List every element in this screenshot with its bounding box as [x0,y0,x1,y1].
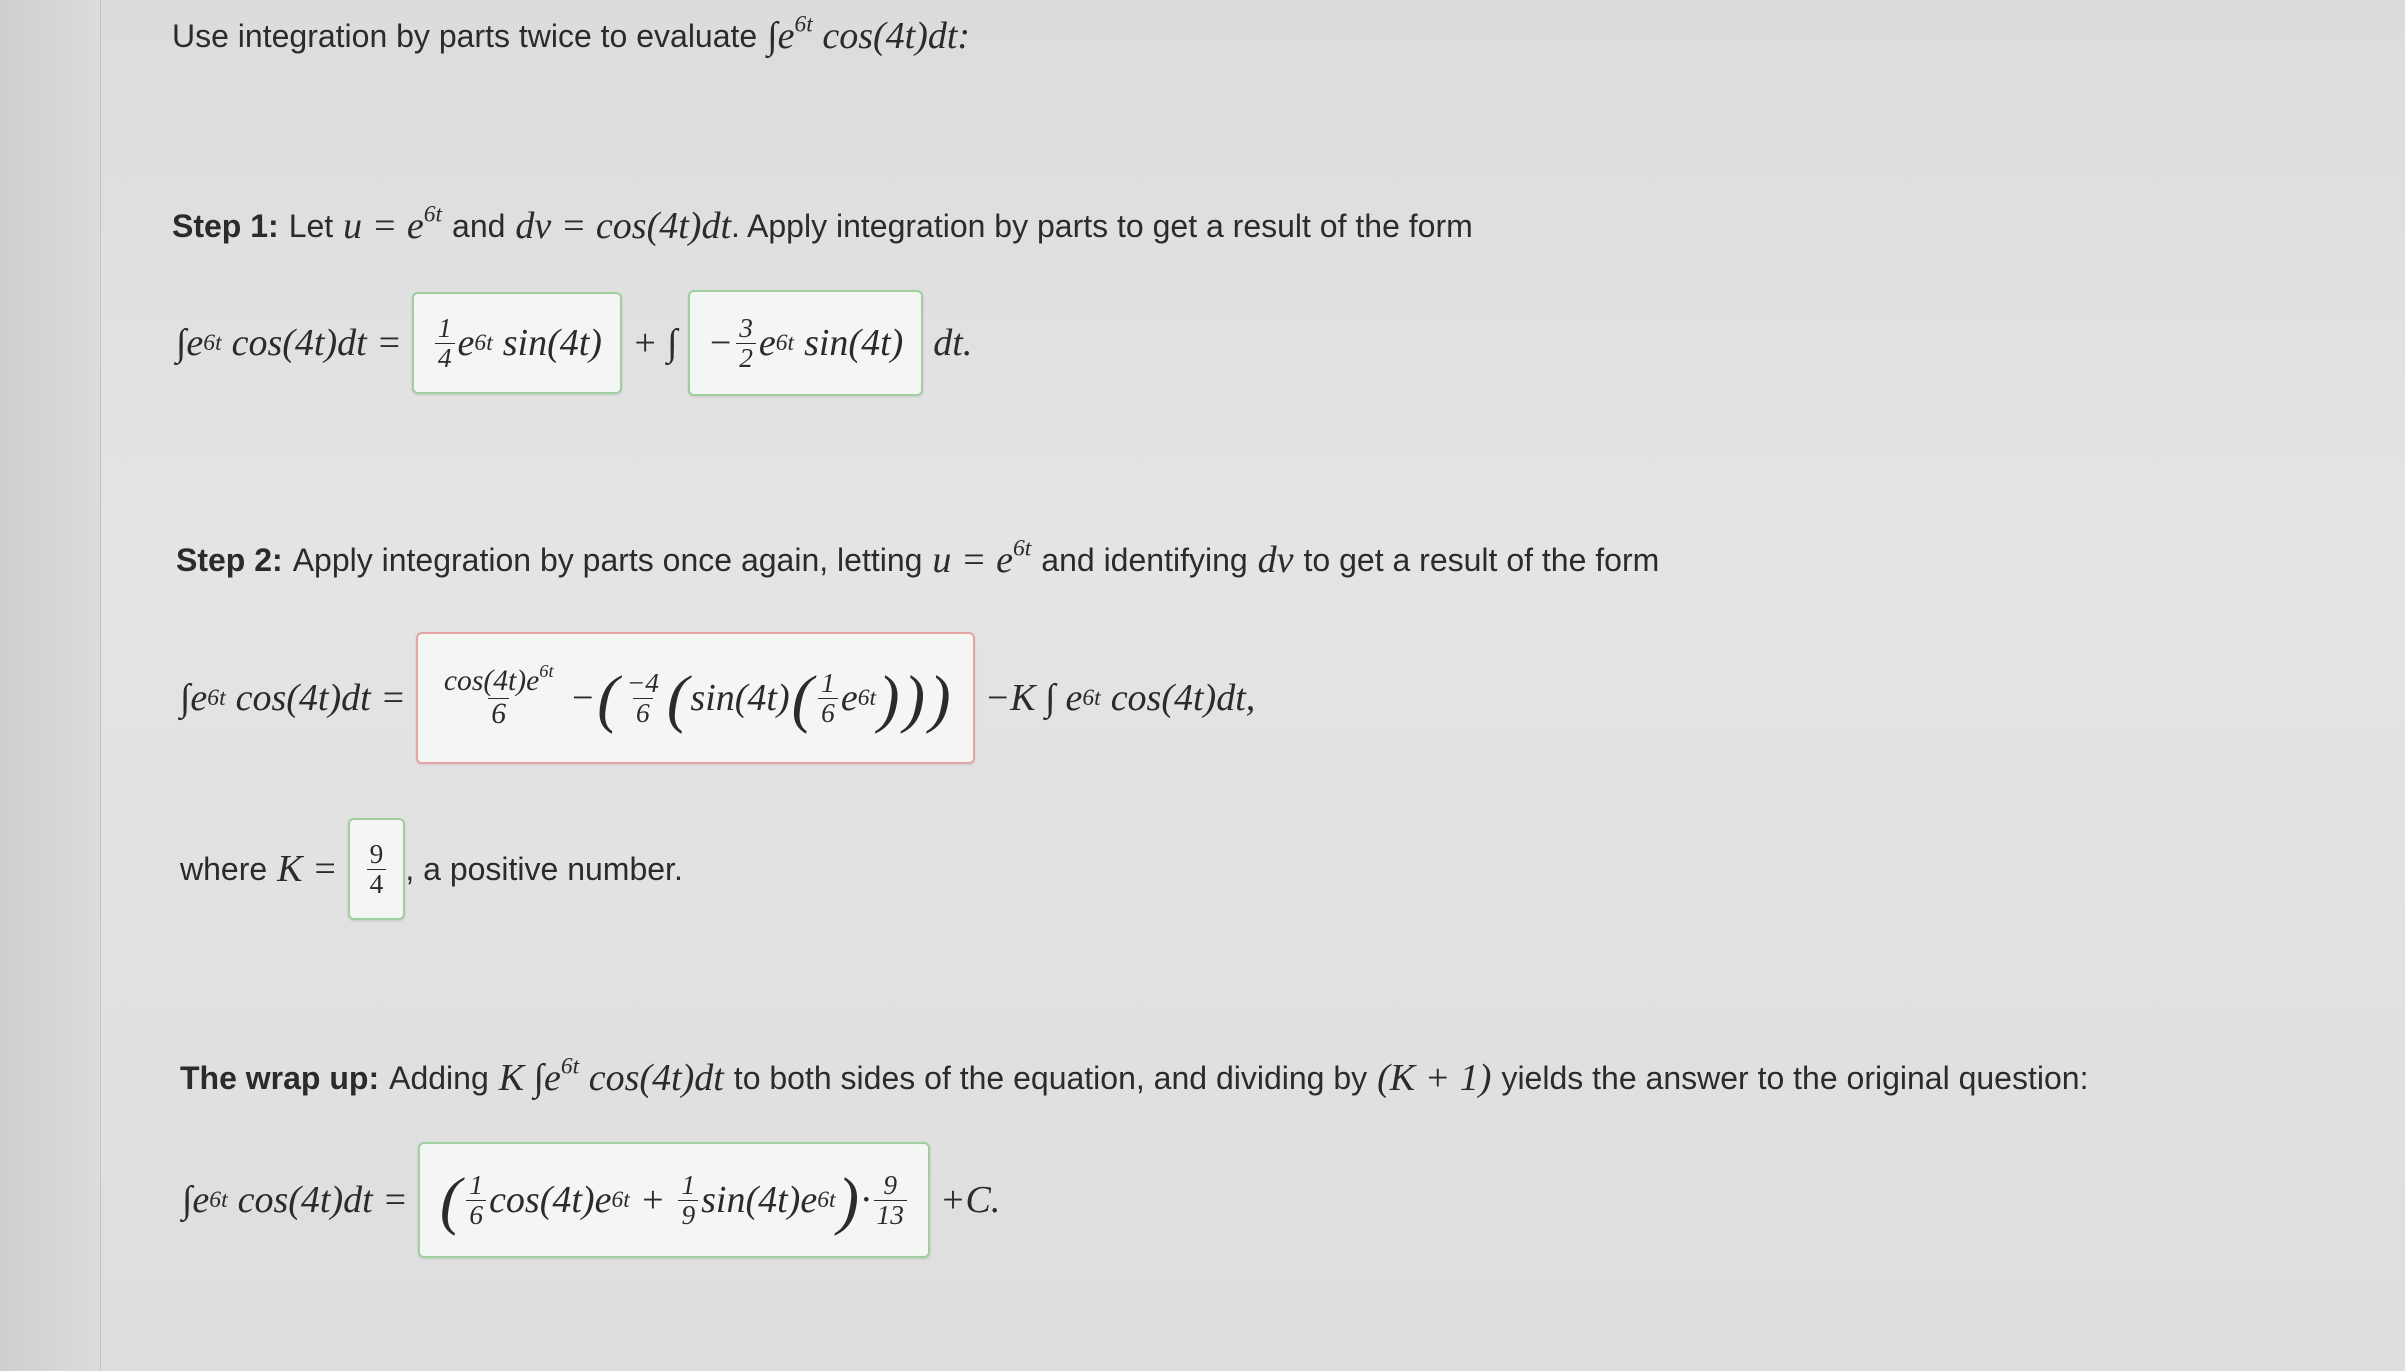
fraction-num: 9 [369,838,384,869]
question-integral [767,11,971,58]
exp-base: e [406,205,424,247]
sin-term: sin(4t) [690,677,790,719]
step2-answer-box[interactable]: $\frac{\cos(4t)e^{6t}}{6}$ − ( $\frac{-4}{6}$ ( sin(4t) ( $\frac{1}{6}$ e 6t ) ) ) [416,632,975,764]
wrap-equation: ∫ e 6t cos(4t)dt = ( $\frac{1}{6}$ cos(4t)e 6t + $\frac{1}{9}$ sin(4t)e 6t ) · $\frac{9}{13}$ +C. [182,1142,1000,1258]
left-scrollbar-region [0,0,101,1371]
box2-rest: sin(4t) [804,322,904,364]
fraction-den: 4 [435,343,455,373]
k-integral: K ∫ [498,1057,545,1099]
exp-base: e [777,15,795,57]
exp-power: 6t [560,1053,580,1080]
fraction [624,669,662,727]
exp-base: e [186,322,204,364]
step1-answer-box-2[interactable]: − $\frac{3}{2}$ e 6t sin(4t) [688,290,924,396]
fraction [441,661,557,730]
fraction-den: 2 [736,343,756,373]
wrap-k1: (K + 1) [1377,1057,1492,1099]
fraction-num: 3 [739,312,753,343]
wrap-text-c: yields the answer to the original question: [1501,1059,2089,1096]
step1-and: and [452,207,506,244]
exp-power: 6t [423,201,443,228]
wrap-k-int [498,1053,724,1100]
fraction-den: 13 [874,1200,907,1230]
k-answer-box[interactable] [348,818,406,920]
integral-sign: ∫ [180,677,191,719]
k-line [180,818,683,920]
step2-equation: ∫ e 6t cos(4t)dt = $\frac{\cos(4t)e^{6t}}{6}$ − ( $\frac{-4}{6}$ ( sin(4t) ( $\frac{1}{6}$ e 6t ) ) ) −K ∫ e 6t cos(4t)dt, [180,632,1255,764]
exp-power: 6t [794,11,813,38]
exp-base: e [190,677,208,719]
sin-term: sin(4t)e [701,1179,818,1221]
where-label: where [180,850,268,887]
plus-constant: +C. [939,1179,1001,1221]
fraction-den: 6 [466,1200,486,1230]
step1-dt: dt. [933,322,973,364]
fraction [466,1171,486,1229]
tail-rest: cos(4t)dt, [1110,677,1256,719]
exp-base: e [544,1057,561,1099]
fraction-num: −4 [626,667,659,698]
step2-text-a: Apply integration by parts once again, letting [292,541,923,578]
fraction-num: 1 [469,1169,484,1200]
exp-base: e [457,322,475,364]
step1-label: Step 1: [172,207,279,244]
positive-text: , a positive number. [405,850,683,887]
fraction-num: 1 [821,667,835,698]
cos-term: cos(4t)e [489,1179,612,1221]
integrand-rest: cos(4t)dt: [822,15,971,57]
fraction-den: 9 [678,1200,698,1230]
final-answer-box[interactable]: ( $\frac{1}{6}$ cos(4t)e 6t + $\frac{1}{9}$ sin(4t)e 6t ) · $\frac{9}{13}$ [418,1142,930,1258]
minus-sign: − [707,322,734,364]
fraction [818,669,838,727]
step2-label: Step 2: [176,541,283,578]
integral-sign: ∫ [182,1179,193,1221]
step2-u-def [932,535,1032,582]
exp-power: 6t [539,661,554,682]
k-eq: K = [277,848,338,890]
plus-sign: + [639,1179,666,1221]
question-prefix: Use integration by parts twice to evaluate [172,17,758,54]
step2-text-c: to get a result of the form [1303,541,1660,578]
num-text: cos(4t)e [443,665,540,698]
fraction [367,840,387,898]
wrap-text-a: Adding [389,1059,489,1096]
exp-base: e [840,677,858,719]
exp-base: e [758,322,776,364]
step1-answer-box-1[interactable]: $\frac{1}{4}$ e 6t sin(4t) [412,292,622,394]
fraction [435,314,455,372]
step2-line [176,535,1660,582]
u-eq: u = [932,539,997,581]
wrap-line [180,1053,2089,1100]
step2-text-b: and identifying [1041,541,1248,578]
k-rest: cos(4t)dt [588,1057,724,1099]
step1-equation: ∫ e 6t cos(4t)dt = $\frac{1}{4}$ e 6t sin(4t) + ∫ − $\frac{3}{2}$ e 6t sin(4t) dt. [176,290,972,396]
integral-sign: ∫ [767,15,778,57]
wrap-lhs: cos(4t)dt = [237,1179,408,1221]
step1-lhs: cos(4t)dt = [231,322,402,364]
fraction-num: 1 [681,1169,696,1200]
minus-sign: − [569,677,596,719]
u-eq: u = [343,205,407,247]
exp-base: e [1065,677,1083,719]
plus-integral: + ∫ [631,322,678,364]
exp-power: 6t [1012,535,1032,562]
dot-operator: · [861,1179,871,1221]
step1-text-b: . Apply integration by parts to get a result of the form [731,207,1473,244]
fraction-num [441,661,557,698]
fraction-den: 6 [488,698,509,730]
box1-rest: sin(4t) [502,322,602,364]
wrap-text-b: to both sides of the equation, and dividing by [733,1059,1368,1096]
exp-base: e [192,1179,210,1221]
step1-dv-def: dv = cos(4t)dt [515,205,732,247]
exp-base: e [996,539,1013,581]
step2-dv: dv [1257,539,1294,581]
integral-sign: ∫ [176,322,187,364]
step1-text-a: Let [288,207,334,244]
fraction [678,1171,698,1229]
question-line [172,11,971,58]
fraction-num: 9 [883,1169,898,1200]
step2-lhs: cos(4t)dt = [235,677,406,719]
fraction-den: 6 [818,698,838,728]
tail-k-integral: −K ∫ [984,677,1056,719]
step1-u-def [343,201,443,248]
fraction-den: 4 [367,869,387,899]
wrap-label: The wrap up: [180,1059,380,1096]
fraction [874,1171,907,1229]
fraction [736,314,756,372]
fraction-den: 6 [633,698,653,728]
fraction-num: 1 [437,312,452,343]
step1-line [172,201,1473,248]
